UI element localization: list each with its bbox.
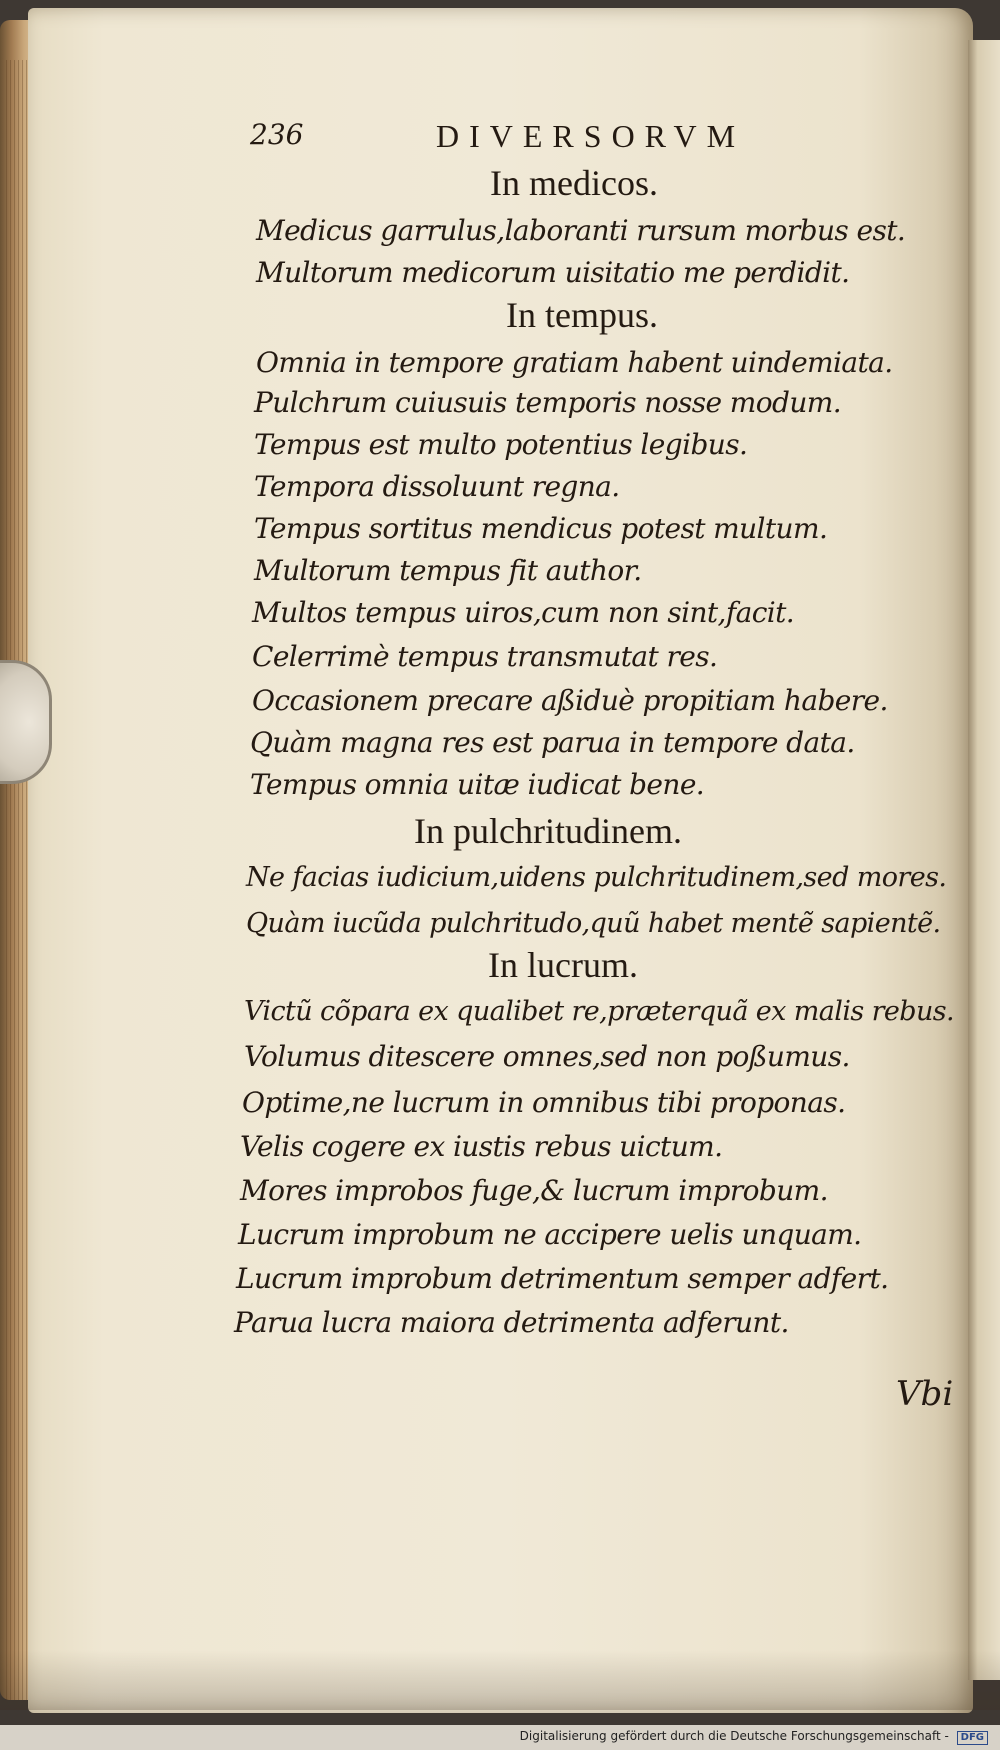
text-line: Volumus ditescere omnes,sed non poßumus. — [244, 1040, 850, 1073]
section-heading: In tempus. — [506, 295, 658, 335]
text-line: Occasionem precare aßiduè propitiam habere. — [252, 684, 888, 717]
text-line: Tempus omnia uitæ iudicat bene. — [250, 768, 705, 801]
section-heading: In lucrum. — [488, 945, 638, 985]
text-line: Omnia in tempore gratiam habent uindemiata. — [256, 346, 893, 379]
running-head: DIVERSORVM — [436, 118, 746, 154]
text-line: Tempora dissoluunt regna. — [254, 470, 620, 503]
text-line: Optime,ne lucrum in omnibus tibi proponas. — [242, 1086, 846, 1119]
text-line: Pulchrum cuiusuis temporis nosse modum. — [254, 386, 842, 419]
text-line: Quàm magna res est parua in tempore data. — [250, 726, 855, 759]
footer-credit — [520, 1729, 988, 1745]
digitization-footer — [0, 1725, 1000, 1750]
text-line: Mores improbos fuge,& lucrum improbum. — [240, 1174, 828, 1207]
text-line: Medicus garrulus,laboranti rursum morbus est. — [256, 214, 906, 247]
text-line: Parua lucra maiora detrimenta adferunt. — [234, 1306, 789, 1339]
text-line: Ne facias iudicium,uidens pulchritudinem,sed mores. — [246, 862, 947, 893]
text-line: Multos tempus uiros,cum non sint,facit. — [252, 596, 795, 629]
text-line: Quàm iucũda pulchritudo,quũ habet mentẽ sapientẽ. — [246, 908, 941, 939]
catchword: Vbi — [896, 1374, 954, 1414]
text-line: Celerrimè tempus transmutat res. — [252, 640, 718, 673]
page-header — [250, 118, 810, 158]
text-line: Lucrum improbum detrimentum semper adfert. — [236, 1262, 889, 1295]
text-line: Velis cogere ex iustis rebus uictum. — [240, 1130, 723, 1163]
footer-credit-text: Digitalisierung gefördert durch die Deutsche Forschungsgemeinschaft - — [519, 1729, 949, 1743]
page-number: 236 — [250, 118, 304, 151]
text-line: Lucrum improbum ne accipere uelis unquam. — [238, 1218, 862, 1251]
text-line: Multorum medicorum uisitatio me perdidit. — [256, 256, 850, 289]
text-line: Tempus sortitus mendicus potest multum. — [254, 512, 828, 545]
section-heading: In medicos. — [490, 163, 658, 203]
text-line: Multorum tempus fit author. — [254, 554, 642, 587]
dfg-logo: DFG — [957, 1731, 988, 1745]
text-line: Victũ cõpara ex qualibet re,præterquã ex malis rebus. — [244, 996, 954, 1027]
text-line: Tempus est multo potentius legibus. — [254, 428, 748, 461]
section-heading: In pulchritudinem. — [414, 811, 682, 851]
